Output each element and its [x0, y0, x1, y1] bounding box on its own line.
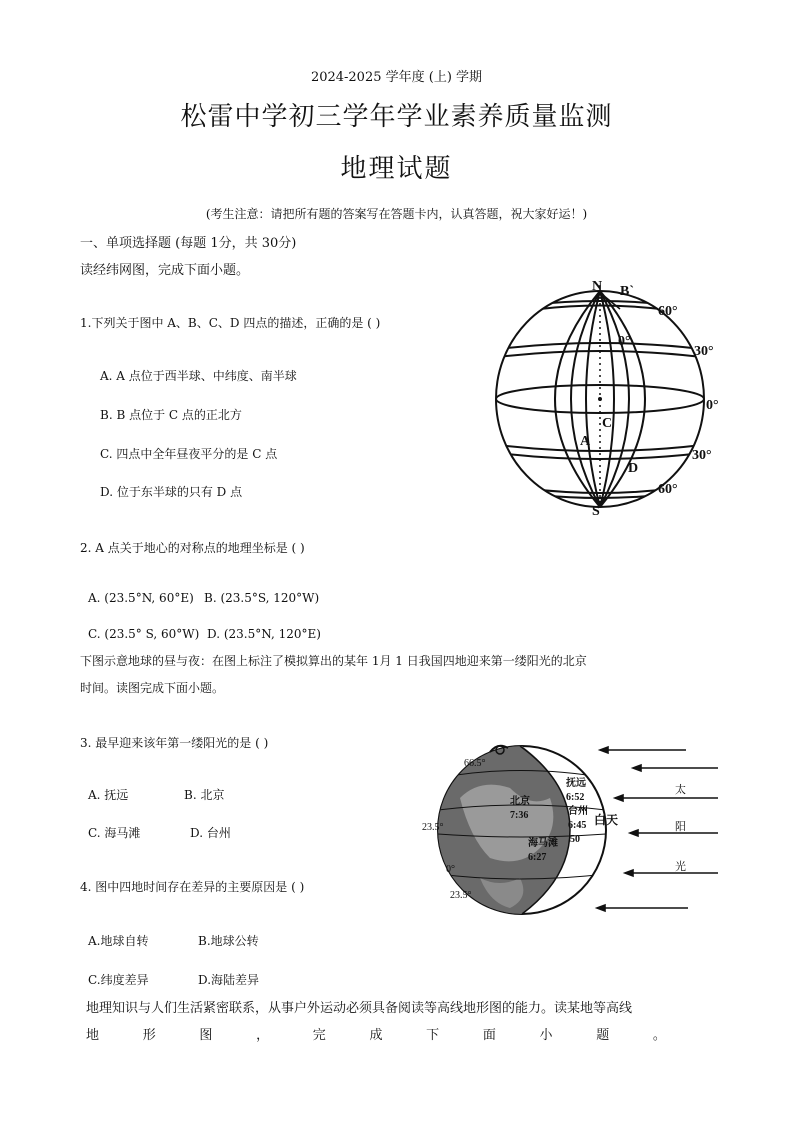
label-equator: 0°	[706, 398, 719, 413]
q2-stem: 2. A 点关于地心的对称点的地理坐标是 ( )	[80, 541, 305, 555]
time-beijing: 7:36	[510, 810, 529, 821]
q4-option-c[interactable]: C.纬度差异	[88, 973, 149, 987]
time-fuyuan: 6:52	[566, 792, 585, 803]
q3-stem: 3. 最早迎来该年第一缕阳光的是 ( )	[80, 736, 269, 750]
intro3-char: 完	[312, 1028, 326, 1043]
label-beijing: 北京	[510, 796, 530, 807]
q2-option-c[interactable]: C. (23.5° S, 60°W)	[88, 627, 200, 641]
q4-option-b[interactable]: B.地球公转	[198, 934, 259, 948]
q2-option-a[interactable]: A. (23.5°N, 60°E)	[88, 591, 194, 605]
subject-title: 地理试题	[340, 154, 453, 184]
exam-notice: (考生注意：请把所有题的答案写在答题卡内，认真答题，祝大家好运！)	[205, 207, 588, 221]
label-s: S	[592, 504, 600, 519]
label-equator-2: 0°	[446, 864, 455, 875]
label-lat-235n: 23.5°	[422, 822, 444, 833]
label-taizhou: 台州	[568, 806, 588, 817]
label-lat-235s: 23.5°	[450, 890, 472, 901]
label-lat-60n: 60°	[658, 304, 678, 319]
intro2-line1: 下图示意地球的昼与夜：在图上标注了模拟算出的某年 1月 1 日我国四地迎来第一缕阳光的北京	[80, 654, 587, 668]
intro3-line2	[86, 1024, 666, 1043]
q2-option-b[interactable]: B. (23.5°S, 120°W)	[204, 591, 320, 605]
intro3-char: 题	[596, 1028, 610, 1043]
q3-option-b[interactable]: B. 北京	[184, 788, 225, 802]
q4-option-a[interactable]: A.地球自转	[88, 934, 149, 948]
q2-option-d[interactable]: D. (23.5°N, 120°E)	[207, 627, 321, 641]
label-n: N	[592, 279, 603, 294]
time-taizhou: 6:45	[568, 820, 587, 831]
section-intro: 读经纬网图，完成下面小题。	[80, 263, 250, 278]
q3-option-a[interactable]: A. 抚远	[88, 788, 129, 802]
q1-option-a[interactable]: A. A 点位于西半球、中纬度、南半球	[100, 369, 297, 383]
label-sun-1: 太	[675, 784, 686, 796]
label-lat-30n: 30°	[694, 344, 714, 359]
label-c: C	[602, 416, 613, 431]
q1-option-b[interactable]: B. B 点位于 C 点的正北方	[100, 408, 242, 422]
q1-stem: 1.下列关于图中 A、B、C、D 四点的描述，正确的是 ( )	[80, 316, 381, 330]
label-fuyuan: 抚远	[566, 778, 586, 789]
intro3-char: 面	[482, 1028, 496, 1043]
label-50: 50	[570, 834, 580, 845]
intro2-line2: 时间。读图完成下面小题。	[80, 681, 225, 695]
intro3-char: 小	[539, 1028, 553, 1043]
label-meridian-0: 0°	[618, 334, 631, 349]
q3-option-c[interactable]: C. 海马滩	[88, 826, 141, 840]
q4-stem: 4. 图中四地时间存在差异的主要原因是 ( )	[80, 880, 305, 894]
intro3-char: 图	[199, 1028, 213, 1043]
intro3-line1: 地理知识与人们生活紧密联系，从事户外运动必须具备阅读等高线地形图的能力。读某地等高线	[86, 1001, 633, 1016]
label-b: B`	[620, 284, 634, 299]
label-a: A	[580, 434, 591, 449]
q4-option-d[interactable]: D.海陆差异	[198, 973, 260, 987]
exam-title: 松雷中学初三学年学业素养质量监测	[180, 102, 613, 132]
q1-option-c[interactable]: C. 四点中全年昼夜平分的是 C 点	[100, 447, 278, 461]
label-haimatan: 海马滩	[528, 838, 558, 849]
intro3-char: 地	[86, 1028, 100, 1043]
term-line: 2024-2025 学年度 (上) 学期	[310, 70, 483, 85]
label-daytime: 白天	[594, 813, 619, 827]
label-sun-2: 阳	[675, 821, 686, 833]
section-heading: 一、单项选择题 (每题 1分，共 30分)	[80, 236, 297, 251]
intro3-char: 。	[652, 1028, 666, 1043]
intro3-char: 形	[142, 1028, 156, 1043]
label-lat-60s: 60°	[658, 482, 678, 497]
q1-option-d[interactable]: D. 位于东半球的只有 D 点	[100, 485, 243, 499]
label-lat-665: 66.5°	[464, 758, 486, 769]
intro3-char: 下	[426, 1028, 440, 1043]
intro3-char: ，	[256, 1028, 270, 1043]
time-haimatan: 6:27	[528, 852, 547, 863]
day-night-globe-figure	[420, 738, 720, 918]
label-sun-3: 光	[675, 861, 686, 873]
label-lat-30s: 30°	[692, 448, 712, 463]
intro3-char: 成	[369, 1028, 383, 1043]
label-d: D	[628, 461, 639, 476]
graticule-globe-figure	[480, 275, 730, 520]
q3-option-d[interactable]: D. 台州	[190, 826, 231, 840]
